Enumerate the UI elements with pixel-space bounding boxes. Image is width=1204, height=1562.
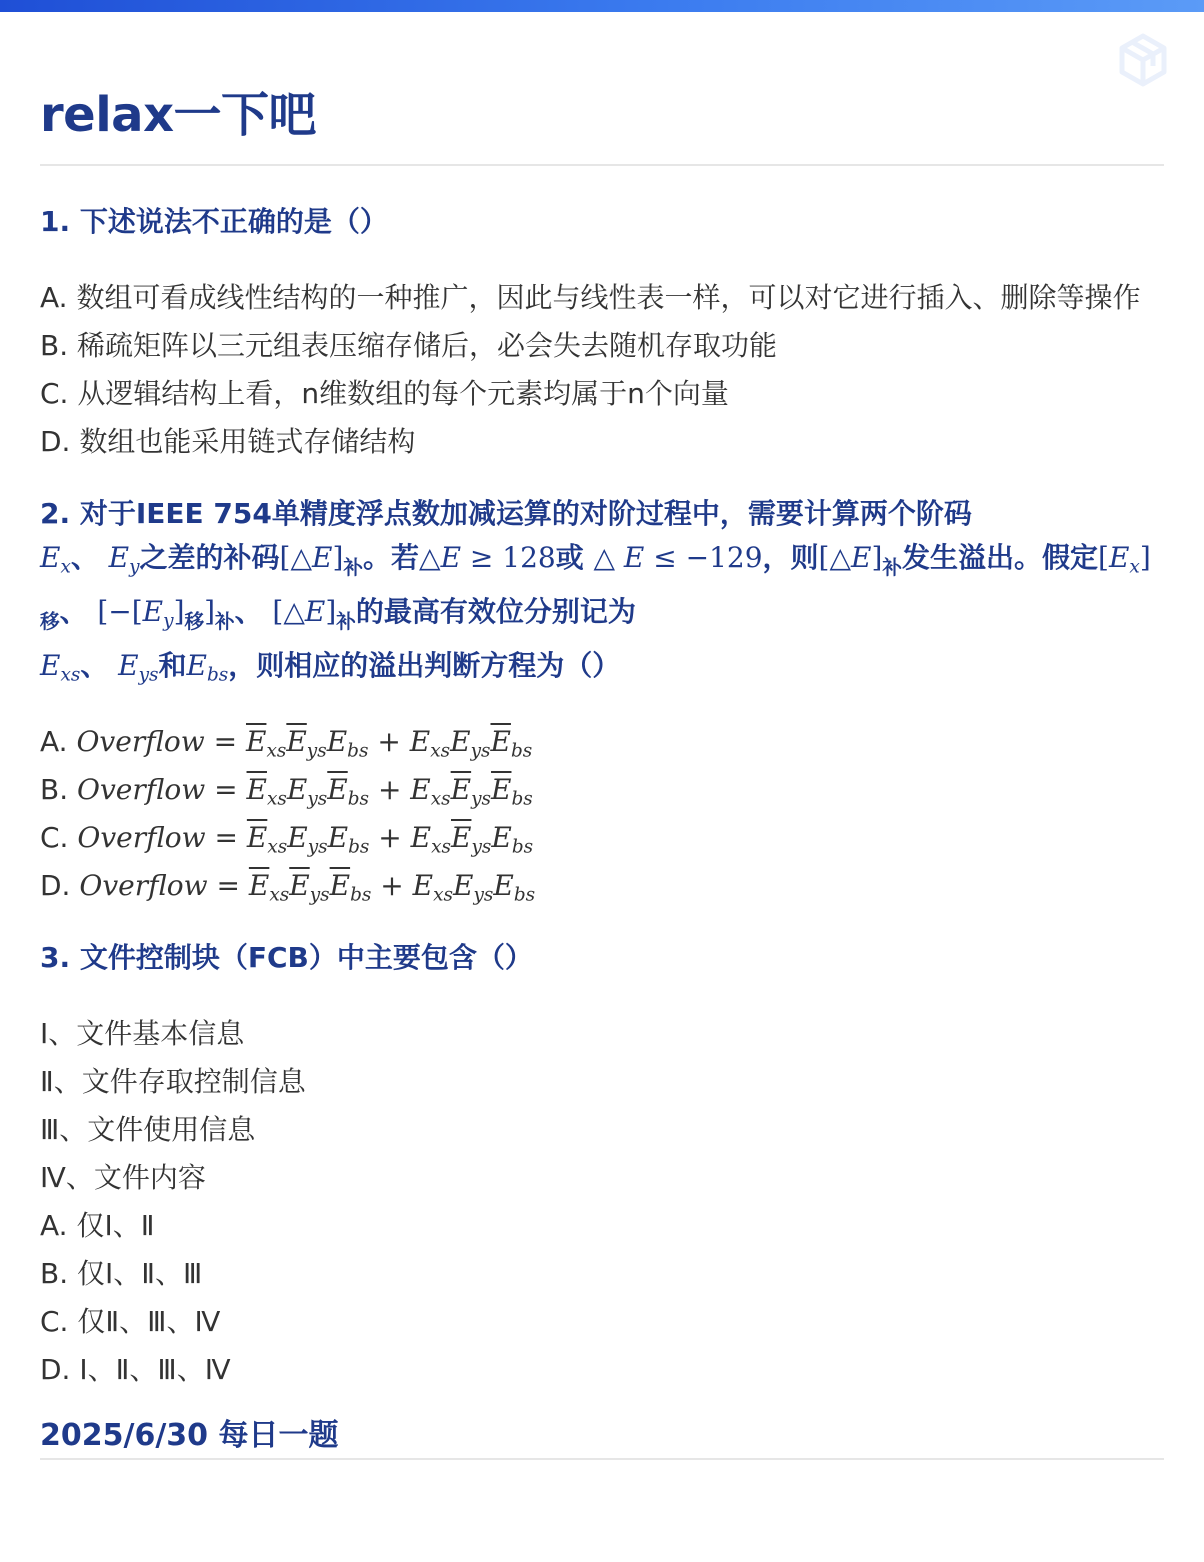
math-delta-e: [△E] (279, 541, 344, 574)
overflow-word: Overflow (76, 724, 205, 758)
formula-b: Overflow = $\overline{E}_{xs}E_{ys}\overline{E}_{bs} + E_{xs}\overline{E}_{ys}\overline{E}_{bs}$ (77, 772, 533, 810)
math-delta-e-2: [△E] (818, 541, 883, 574)
sub-yi: 移 (40, 609, 60, 633)
q2-text: 、 (59, 594, 88, 628)
q2-text: 、 (80, 648, 109, 682)
question-3-option-a: A. 仅Ⅰ、Ⅱ (40, 1208, 155, 1242)
question-2-options (40, 718, 1164, 910)
sub-bu: 补 (343, 555, 363, 579)
math-exs: $E_{xs}$ (40, 648, 81, 686)
option-label: A. (40, 724, 68, 758)
question-3-item-4: Ⅳ、文件内容 (40, 1160, 206, 1194)
question-1-option-a: A. 数组可看成线性结构的一种推广，因此与线性表一样，可以对它进行插入、删除等操作 (40, 281, 1141, 314)
math-cond-2: △ E ≤ −129 (593, 541, 763, 574)
question-3-option-b: B. 仅Ⅰ、Ⅱ、Ⅲ (40, 1256, 203, 1290)
q2-text: 、 (70, 541, 99, 574)
question-3-item-2: Ⅱ、文件存取控制信息 (40, 1064, 306, 1098)
math-cond-1: △E ≥ 128 (419, 541, 556, 574)
option-label: D. (40, 868, 71, 902)
question-1-option-d: D. 数组也能采用链式存储结构 (40, 425, 416, 458)
overflow-word: Overflow (79, 868, 208, 902)
question-2-option-b (40, 766, 1164, 814)
math-neg-ey: [$-[E_y]$ (97, 594, 185, 632)
sub-bu: 补 (882, 555, 902, 579)
q2-text: 、 (234, 594, 263, 628)
top-accent-bar (0, 0, 1204, 12)
question-2-option-c (40, 814, 1164, 862)
sub-bu: 补 (215, 609, 235, 633)
formula-a: Overflow = $\overline{E}_{xs}\overline{E}_{ys}E_{bs} + E_{xs}E_{ys}\overline{E}_{bs}$ (76, 724, 533, 762)
main-content (40, 80, 1164, 1460)
question-1-option-b: B. 稀疏矩阵以三元组表压缩存储后，必会失去随机存取功能 (40, 329, 778, 362)
overflow-word: Overflow (77, 820, 206, 854)
q2-text: 发生溢出。假定 (902, 541, 1099, 574)
question-1-options (40, 274, 1164, 466)
question-2-option-a (40, 718, 1164, 766)
q2-text: 。若 (363, 541, 420, 574)
q2-text: 2. 对于IEEE 754单精度浮点数加减运算的对阶过程中，需要计算两个阶码 (40, 497, 972, 530)
question-3-item-3: Ⅲ、文件使用信息 (40, 1112, 256, 1146)
sub-bu: 补 (336, 609, 356, 633)
q2-text: 之差的补码 (139, 541, 280, 574)
question-3-title: 3. 文件控制块（FCB）中主要包含（） (40, 940, 533, 974)
math-ebs: $E_{bs}$ (186, 648, 229, 686)
option-label: B. (40, 772, 69, 806)
question-3-option-c: C. 仅Ⅱ、Ⅲ、Ⅳ (40, 1304, 221, 1338)
question-2-title (40, 492, 1164, 688)
q2-text: ，则相应的溢出判断方程为（） (228, 648, 621, 682)
sub-yi: 移 (184, 609, 205, 633)
math-bracket-close: ] (204, 594, 216, 628)
question-3-option-d: D. Ⅰ、Ⅱ、Ⅲ、Ⅳ (40, 1352, 231, 1386)
formula-c: Overflow = $\overline{E}_{xs}E_{ys}E_{bs} + E_{xs}\overline{E}_{ys}E_{bs}$ (77, 820, 534, 858)
formula-d: Overflow = $\overline{E}_{xs}\overline{E}_{ys}\overline{E}_{bs} + E_{xs}E_{ys}E_{bs}$ (79, 868, 536, 906)
math-ex: $E_x$ (40, 541, 71, 578)
question-1-title: 1. 下述说法不正确的是（） (40, 205, 388, 238)
question-3-item-1: Ⅰ、文件基本信息 (40, 1016, 245, 1050)
footer-date-title: 2025/6/30 每日一题 (40, 1417, 339, 1453)
q2-text: 和 (158, 648, 187, 682)
option-label: C. (40, 820, 69, 854)
title-divider (40, 164, 1164, 166)
question-3-body (40, 1010, 1164, 1394)
question-1-option-c: C. 从逻辑结构上看，n维数组的每个元素均属于n个向量 (40, 377, 729, 410)
math-eys: $E_{ys}$ (118, 648, 159, 686)
page-title: relax一下吧 (40, 87, 317, 143)
q2-text: ，则 (762, 541, 819, 574)
footer-divider (40, 1458, 1164, 1460)
q2-text: 的最高有效位分别记为 (355, 594, 636, 628)
math-delta-e-3: [△E] (272, 594, 337, 628)
math-ey: $E_y$ (108, 541, 140, 578)
question-2-option-d (40, 862, 1164, 910)
math-ex-bracket: $[E_x]$ (1098, 541, 1151, 578)
q2-text: 或 (555, 541, 584, 574)
overflow-word: Overflow (77, 772, 206, 806)
